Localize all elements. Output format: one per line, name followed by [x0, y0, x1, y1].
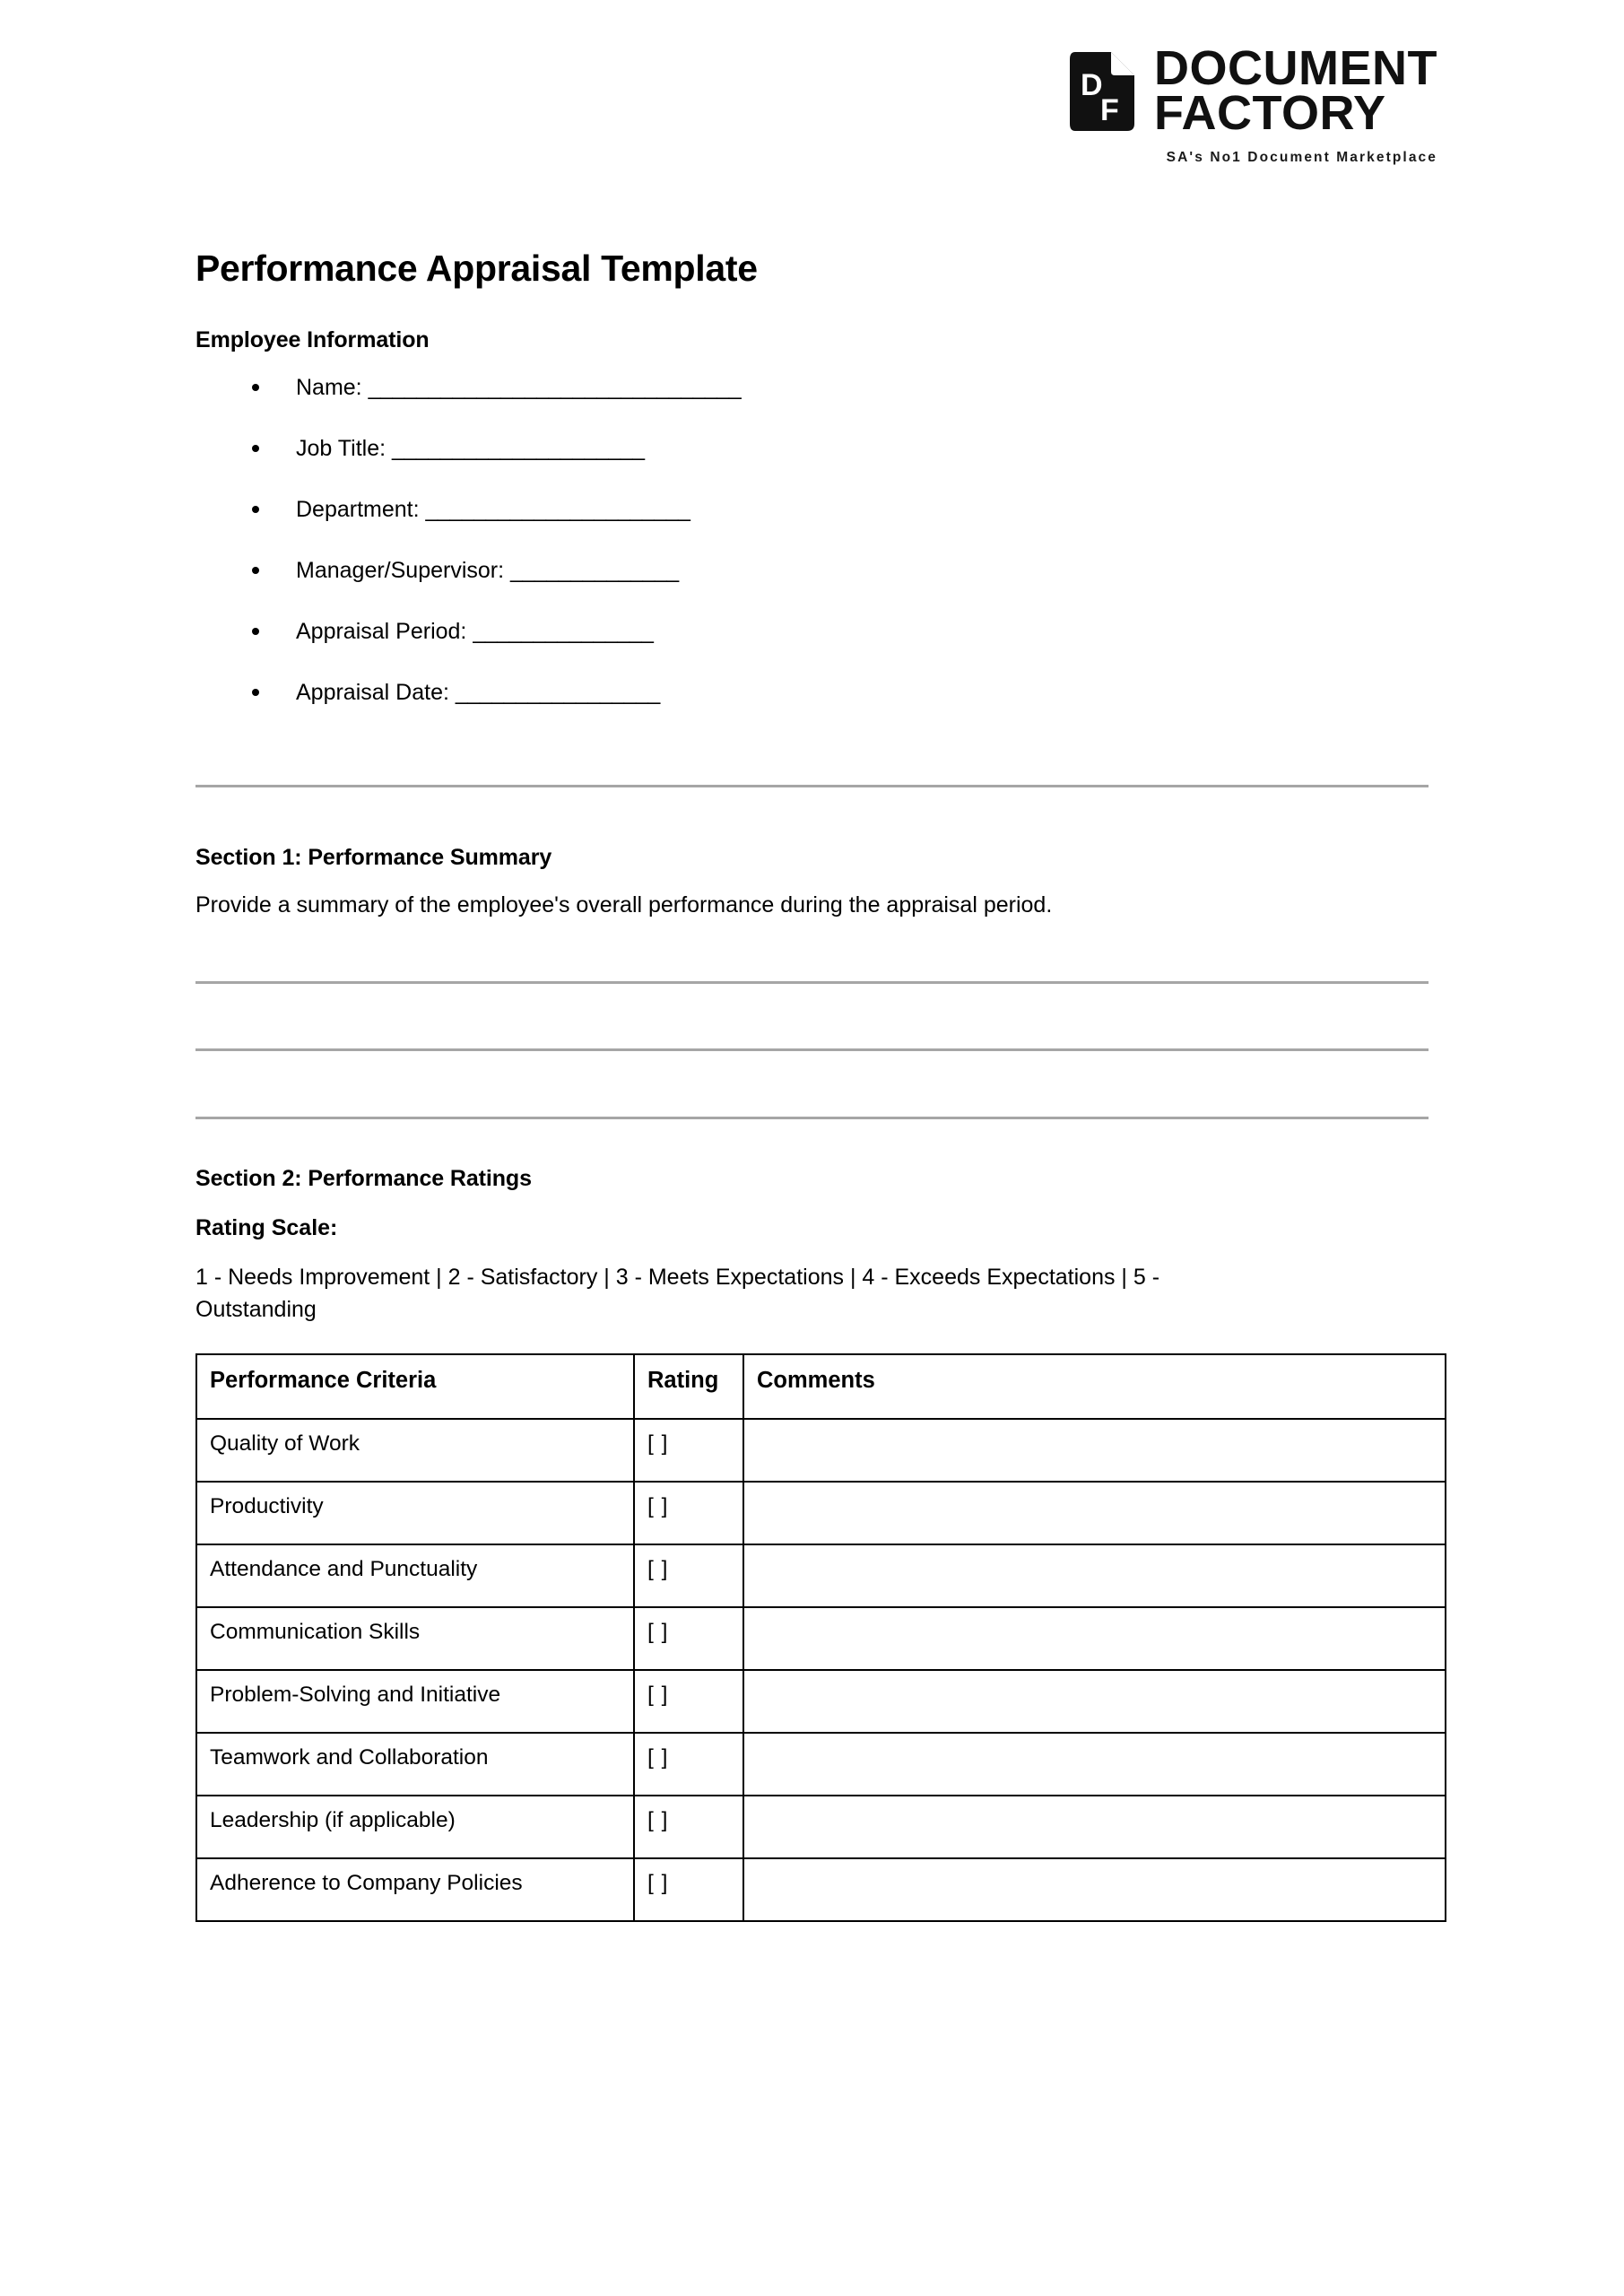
employee-information-heading: Employee Information	[195, 327, 430, 353]
cell-rating[interactable]: [ ]	[634, 1482, 743, 1544]
field-blank[interactable]: ______________________	[425, 497, 690, 523]
list-item	[195, 499, 1429, 521]
cell-rating[interactable]: [ ]	[634, 1607, 743, 1670]
cell-comments[interactable]	[743, 1544, 1446, 1607]
cell-comments[interactable]	[743, 1796, 1446, 1858]
table-row	[196, 1544, 1446, 1607]
field-label: Job Title:	[296, 436, 386, 462]
cell-rating[interactable]: [ ]	[634, 1670, 743, 1733]
svg-text:D: D	[1081, 67, 1103, 102]
list-item	[195, 560, 1429, 582]
brand-logo-row	[1070, 41, 1437, 140]
table-row	[196, 1607, 1446, 1670]
field-blank[interactable]: _______________	[473, 619, 654, 645]
field-blank[interactable]: _______________________________	[368, 375, 742, 401]
cell-criteria: Leadership (if applicable)	[196, 1796, 634, 1858]
field-label: Appraisal Period:	[296, 619, 467, 645]
brand-name-line2: FACTORY	[1154, 85, 1386, 140]
brand-wordmark	[1154, 41, 1437, 140]
table-row	[196, 1419, 1446, 1482]
field-blank[interactable]: ______________	[510, 558, 679, 584]
svg-text:F: F	[1100, 92, 1119, 127]
cell-rating[interactable]: [ ]	[634, 1544, 743, 1607]
table-row	[196, 1670, 1446, 1733]
field-blank[interactable]: _________________	[455, 680, 660, 706]
table-row	[196, 1482, 1446, 1544]
page-title: Performance Appraisal Template	[195, 248, 758, 289]
cell-rating[interactable]: [ ]	[634, 1796, 743, 1858]
field-label: Appraisal Date:	[296, 680, 449, 706]
cell-comments[interactable]	[743, 1607, 1446, 1670]
section1-instruction: Provide a summary of the employee's overall performance during the appraisal period.	[195, 892, 1053, 918]
brand-logo	[1070, 41, 1437, 166]
column-header-rating: Rating	[634, 1354, 743, 1419]
field-blank[interactable]: _____________________	[392, 436, 645, 462]
bullet-icon	[252, 445, 259, 452]
table-header-row	[196, 1354, 1446, 1419]
brand-tagline: SA's No1 Document Marketplace	[1166, 150, 1437, 166]
column-header-comments: Comments	[743, 1354, 1446, 1419]
cell-comments[interactable]	[743, 1670, 1446, 1733]
cell-criteria: Attendance and Punctuality	[196, 1544, 634, 1607]
cell-criteria: Teamwork and Collaboration	[196, 1733, 634, 1796]
cell-criteria: Problem-Solving and Initiative	[196, 1670, 634, 1733]
bullet-icon	[252, 506, 259, 513]
cell-criteria: Adherence to Company Policies	[196, 1858, 634, 1921]
performance-ratings-table	[195, 1353, 1446, 1922]
column-header-criteria: Performance Criteria	[196, 1354, 634, 1419]
brand-name-line1: DOCUMENT	[1154, 41, 1437, 95]
cell-rating[interactable]: [ ]	[634, 1858, 743, 1921]
document-file-icon	[1070, 52, 1134, 131]
field-label: Manager/Supervisor:	[296, 558, 505, 584]
list-item	[195, 438, 1429, 460]
bullet-icon	[252, 628, 259, 635]
cell-rating[interactable]: [ ]	[634, 1419, 743, 1482]
bullet-icon	[252, 384, 259, 391]
bullet-icon	[252, 567, 259, 574]
table-row	[196, 1796, 1446, 1858]
cell-comments[interactable]	[743, 1858, 1446, 1921]
cell-comments[interactable]	[743, 1733, 1446, 1796]
section1-heading: Section 1: Performance Summary	[195, 845, 552, 871]
list-item	[195, 682, 1429, 704]
rating-scale-text: 1 - Needs Improvement | 2 - Satisfactory | 3 - Meets Expectations | 4 - Exceeds Expectations | 5 - Outstanding	[195, 1265, 1160, 1323]
field-label: Department:	[296, 497, 420, 523]
field-label: Name:	[296, 375, 362, 401]
cell-rating[interactable]: [ ]	[634, 1733, 743, 1796]
document-body	[195, 248, 1429, 1922]
cell-comments[interactable]	[743, 1419, 1446, 1482]
section2-heading: Section 2: Performance Ratings	[195, 1166, 532, 1192]
list-item	[195, 377, 1429, 399]
rating-scale-label: Rating Scale:	[195, 1215, 338, 1241]
employee-information-list	[195, 377, 1429, 704]
table-row	[196, 1858, 1446, 1921]
cell-criteria: Quality of Work	[196, 1419, 634, 1482]
table-row	[196, 1733, 1446, 1796]
cell-criteria: Communication Skills	[196, 1607, 634, 1670]
cell-criteria: Productivity	[196, 1482, 634, 1544]
bullet-icon	[252, 689, 259, 696]
cell-comments[interactable]	[743, 1482, 1446, 1544]
list-item	[195, 621, 1429, 643]
